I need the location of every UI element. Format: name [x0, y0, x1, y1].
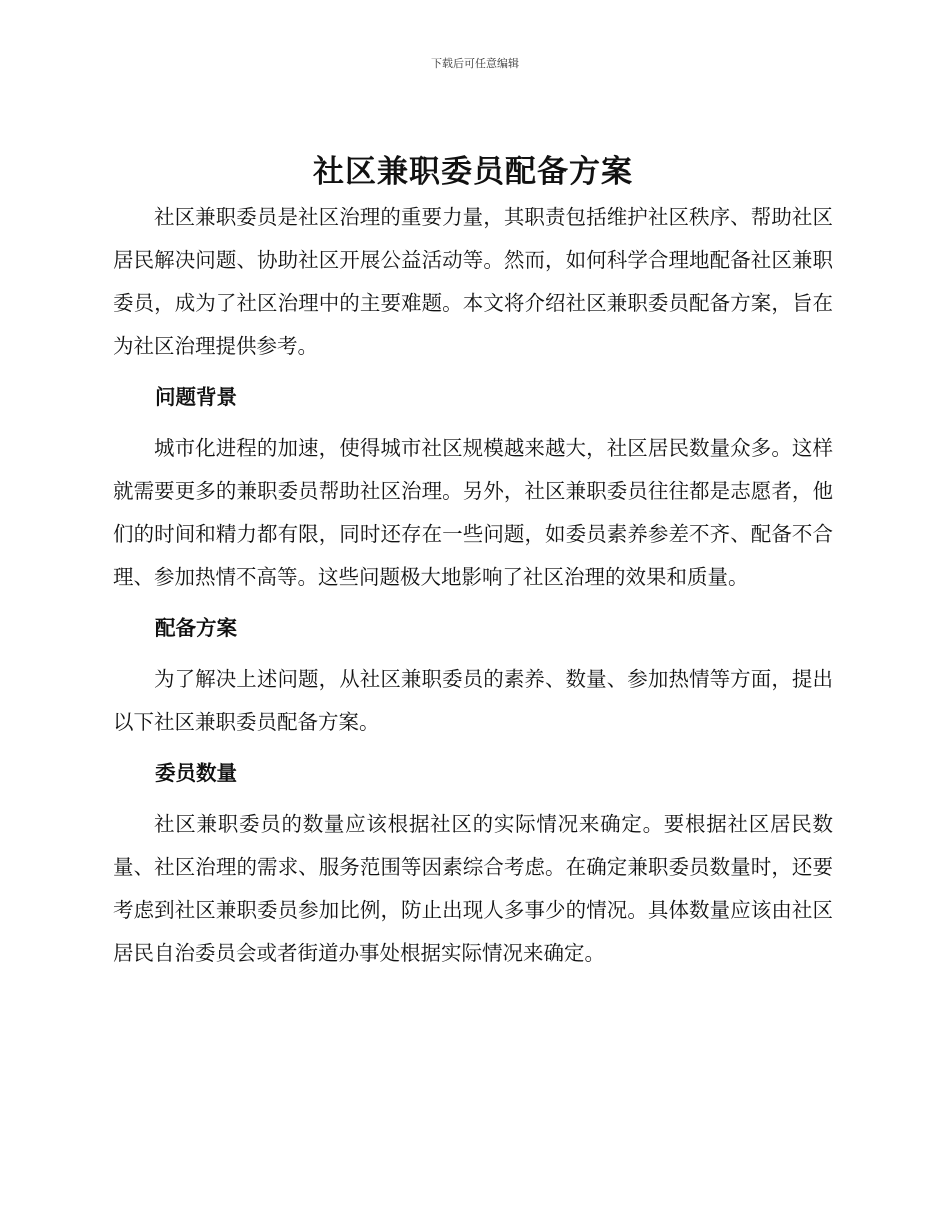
intro-paragraph: 社区兼职委员是社区治理的重要力量，其职责包括维护社区秩序、帮助社区居民解决问题、协助社区开展公益活动等。然而，如何科学合理地配备社区兼职委员，成为了社区治理中的主要难题。本文将介绍社区兼职委员配备方案，旨在为社区治理提供参考。: [113, 205, 833, 358]
header-note: 下载后可任意编辑: [431, 57, 519, 70]
section-heading-member-count: 委员数量: [155, 761, 237, 785]
section-heading-plan: 配备方案: [155, 616, 237, 640]
document-content: [113, 150, 833, 975]
section-body-member-count: 社区兼职委员的数量应该根据社区的实际情况来确定。要根据社区居民数量、社区治理的需求、服务范围等因素综合考虑。在确定兼职委员数量时，还要考虑到社区兼职委员参加比例，防止出现人多事少的情况。具体数量应该由社区居民自治委员会或者街道办事处根据实际情况来确定。: [113, 812, 833, 965]
section-heading-background: 问题背景: [155, 385, 237, 409]
document-title: 社区兼职委员配备方案: [313, 154, 633, 190]
section-body-background: 城市化进程的加速，使得城市社区规模越来越大，社区居民数量众多。这样就需要更多的兼职委员帮助社区治理。另外，社区兼职委员往往都是志愿者，他们的时间和精力都有限，同时还存在一些问题，如委员素养参差不齐、配备不合理、参加热情不高等。这些问题极大地影响了社区治理的效果和质量。: [113, 436, 833, 589]
section-body-plan: 为了解决上述问题，从社区兼职委员的素养、数量、参加热情等方面，提出以下社区兼职委员配备方案。: [113, 667, 833, 734]
